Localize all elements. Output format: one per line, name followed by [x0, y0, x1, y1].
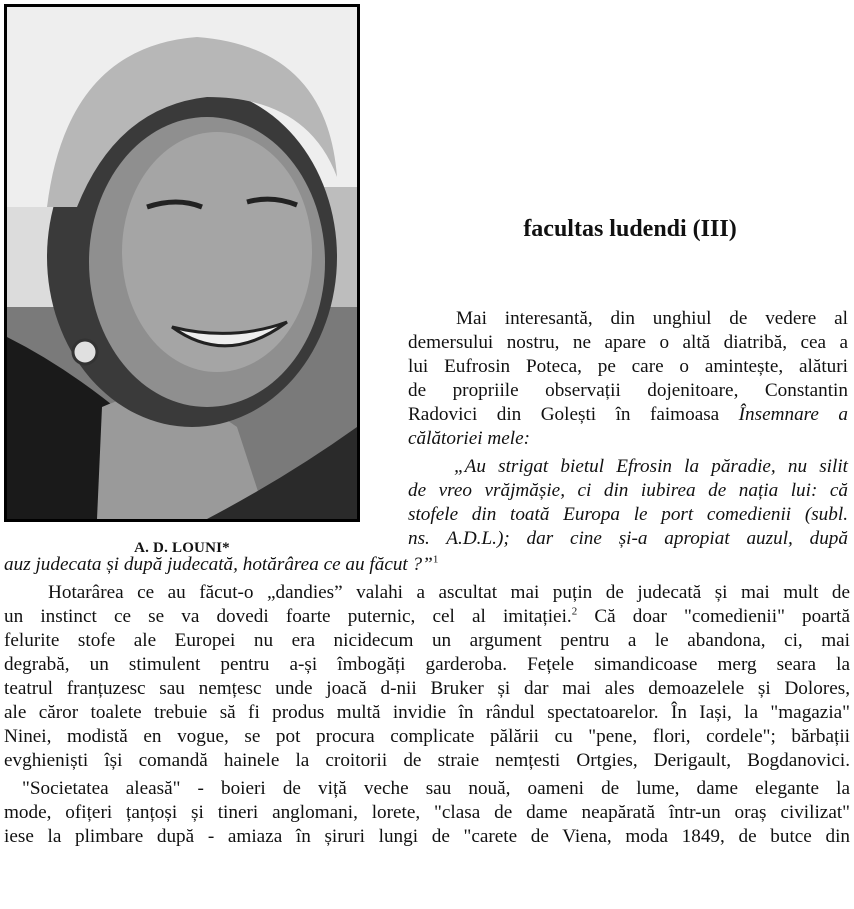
quote-line: [4, 553, 850, 577]
text-line: iese la plimbare după - amiaza în șiruri lungi de "carete de Viena, moda 1849, de butce din: [4, 826, 850, 847]
text-line: teatrul franțuzesc sau nemțesc unde joacă d-nii Bruker și dar mai ales demoazelele și Dolores,: [4, 678, 850, 699]
footnote-marker: 1: [432, 553, 439, 566]
text-line: degrabă, un stimulent pentru a-și îmbogăți garderoba. Fețele simandicoase merg seara la: [4, 654, 850, 675]
text-run: Că doar "comedienii" poartă: [577, 606, 850, 627]
quote-text: auz judecata și după judecată, hotărârea ce au făcut ?”: [4, 554, 433, 575]
author-caption: A. D. LOUNI*: [134, 540, 230, 556]
footnote-marker: 2: [571, 605, 578, 618]
text-line: felurite stofe ale Europei nu era nicidecum un argument pentru a le abandona, ci, mai: [4, 630, 850, 651]
text-line: [4, 605, 850, 629]
author-portrait-photo: [4, 4, 360, 522]
quote-line: „Au strigat bietul Efrosin la păradie, nu silit: [454, 456, 848, 477]
text-run: Radovici din Golești în faimoasa: [408, 404, 739, 425]
italic-book-title: Însemnare a: [738, 404, 848, 425]
quote-line: stofele din toată Europa le port comedienii (subl.: [408, 504, 848, 525]
text-line: demersului nostru, ne apare o altă diatribă, cea a: [408, 332, 848, 353]
quote-line: ns. A.D.L.); dar cine și-a apropiat auzul, după: [408, 528, 848, 549]
text-line: "Societatea aleasă" - boieri de viță veche sau nouă, oameni de lume, dame elegante la: [22, 778, 850, 799]
text-line: [408, 403, 848, 427]
text-line: evghieniști își comandă hainele la croitorii de straie nemțesti Ortgies, Derigault, Bogdanovici.: [4, 750, 850, 771]
text-line: mode, ofițeri țanțoși și tineri anglomani, lorete, "clasa de dame neapărată într-un oraș civilizat": [4, 802, 850, 823]
text-line: ale căror toalete trebuie să fi produs multă invidie în rândul spectatoarelor. În Iași, la "magazia": [4, 702, 850, 723]
text-run: un instinct ce se va dovedi foarte puternic, cel al imitației.: [4, 606, 572, 627]
text-line: Mai interesantă, din unghiul de vedere al: [456, 308, 848, 329]
text-line: de propriile observații dojenitoare, Constantin: [408, 380, 848, 401]
text-line: lui Eufrosin Poteca, pe care o amintește, alături: [408, 356, 848, 377]
portrait-image: [7, 7, 357, 519]
text-line: Ninei, modistă en vogue, se pot procura complicate pălării cu "pene, flori, cordele"; bărbații: [4, 726, 850, 747]
article-title: facultas ludendi (III): [523, 216, 737, 242]
text-line: Hotarârea ce au făcut-o „dandies” valahi a ascultat mai puțin de judecată și mai mult de: [48, 582, 850, 603]
text-line: călătoriei mele:: [408, 428, 531, 449]
quote-line: de vreo vrăjmășie, ci din iubirea de nația lui: că: [408, 480, 848, 501]
